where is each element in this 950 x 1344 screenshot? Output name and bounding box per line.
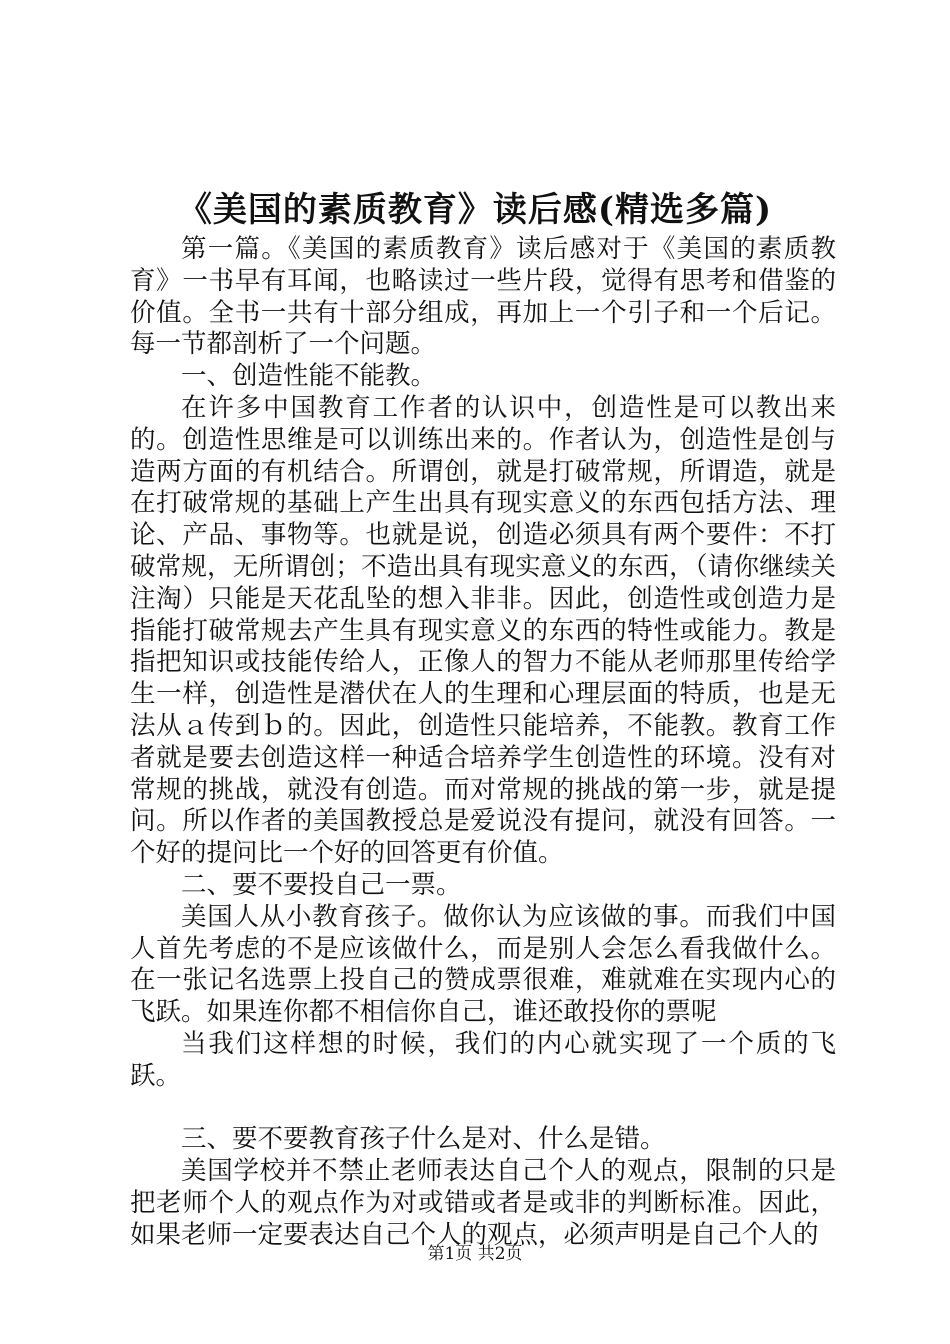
section-heading-2: 二、要不要投自己一票。	[181, 869, 462, 900]
page-footer: 第1页 共2页	[427, 1244, 523, 1264]
section-heading-3: 三、要不要教育孩子什么是对、什么是错。	[181, 1124, 666, 1155]
paragraph-right-wrong: 美国学校并不禁止老师表达自己个人的观点，限制的只是把老师个人的观点作为对或错或者是或非的判断标准。因此，如果老师一定要表达自己个人的观点，必须声明是自己个人的	[130, 1156, 836, 1250]
paragraph-intro: 第一篇。《美国的素质教育》读后感对于《美国的素质教育》一书早有耳闻，也略读过一些片段，觉得有思考和借鉴的价值。全书一共有十部分组成，再加上一个引子和一个后记。每一节都剖析了一个问题。	[130, 234, 836, 360]
document-body	[130, 234, 836, 1252]
section-heading-1: 一、创造性能不能教。	[181, 361, 437, 392]
blank-line	[130, 1093, 836, 1125]
paragraph-leap: 当我们这样想的时候，我们的内心就实现了一个质的飞跃。	[130, 1028, 836, 1091]
page-title: 《美国的素质教育》读后感(精选多篇)	[177, 190, 773, 230]
paragraph-creativity: 在许多中国教育工作者的认识中，创造性是可以教出来的。创造性思维是可以训练出来的。作者认为，创造性是创与造两方面的有机结合。所谓创，就是打破常规，所谓造，就是在打破常规的基础上产生出具有现实意义的东西包括方法、理论、产品、事物等。也就是说，创造必须具有两个要件：不打破常规，无所谓创；不造出具有现实意义的东西，（请你继续关注淘）只能是天花乱坠的想入非非。因此，创造性或创造力是指能打破常规去产生具有现实意义的东西的特性或能力。教是指把知识或技能传给人，正像人的智力不能从老师那里传给学生一样，创造性是潜伏在人的生理和心理层面的特质，也是无法从ａ传到ｂ的。因此，创造性只能培养，不能教。教育工作者就是要去创造这样一种适合培养学生创造性的环境。没有对常规的挑战，就没有创造。而对常规的挑战的第一步，就是提问。所以作者的美国教授总是爱说没有提问，就没有回答。一个好的提问比一个好的回答更有价值。	[130, 392, 836, 869]
paragraph-vote: 美国人从小教育孩子。做你认为应该做的事。而我们中国人首先考虑的不是应该做什么，而是别人会怎么看我做什么。在一张记名选票上投自己的赞成票很难，难就难在实现内心的飞跃。如果连你都不相信你自己，谁还敢投你的票呢	[130, 901, 836, 1028]
